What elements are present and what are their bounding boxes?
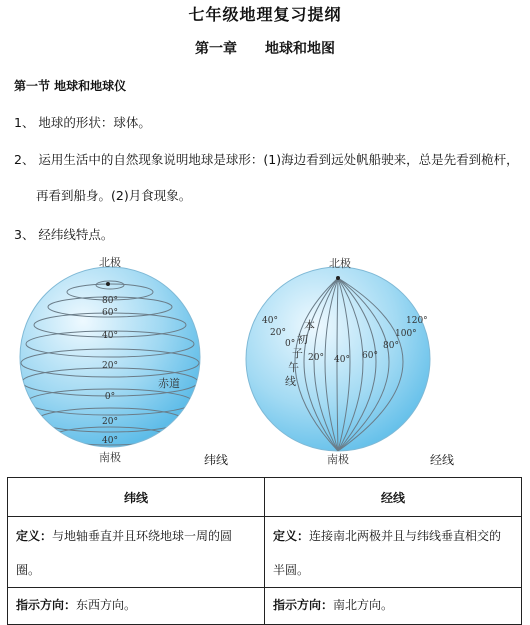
lon-label-0: 0° [285, 339, 296, 349]
item-earth-shape: 1、 地球的形状：球体。 [14, 115, 151, 130]
lon-label-w20: 20° [270, 328, 286, 338]
lon-label-e120: 120° [406, 316, 428, 326]
lon-label-w40: 40° [262, 316, 278, 326]
meridian-char-2: 初 [297, 333, 308, 346]
cell-text: 与地轴垂直并且环绕地球一周的圆圈。 [16, 529, 233, 577]
cell-text: 南北方向。 [333, 598, 394, 612]
chapter-heading [0, 38, 530, 58]
chapter-number: 第一章 [195, 41, 237, 57]
lat-label-s40: 40° [102, 436, 118, 446]
table-row [8, 588, 522, 625]
document-title: 七年级地理复习提纲 [188, 5, 342, 24]
header-longitude: 经线 [265, 478, 522, 517]
lat-label-80: 80° [102, 296, 118, 306]
lat-label-0: 0° [104, 392, 116, 402]
meridian-char-5: 线 [285, 375, 296, 388]
meridian-char-1: 本 [304, 319, 315, 332]
left-north-label: 北极 [99, 256, 121, 269]
longitude-globe [246, 256, 454, 467]
cell-label: 定义： [16, 529, 53, 543]
item-phenomena-line2: 再看到船身。(2)月食现象。 [36, 188, 192, 203]
chapter-title: 地球和地图 [265, 41, 335, 57]
north-pole-dot-right [336, 276, 340, 280]
longitude-definition [265, 517, 522, 588]
left-south-label: 南极 [99, 451, 121, 464]
latitude-globe [20, 255, 228, 467]
lat-label-20: 20° [102, 361, 118, 371]
item-phenomena-line1: 2、 运用生活中的自然现象说明地球是球形：(1)海边看到远处帆船驶来，总是先看到桅杆， [14, 152, 519, 167]
cell-label: 指示方向： [16, 598, 77, 612]
right-south-label: 南极 [327, 453, 349, 466]
cell-text: 连接南北两极并且与纬线垂直相交的半圆。 [273, 529, 502, 577]
cell-label: 定义： [273, 529, 310, 543]
right-north-label: 北极 [329, 257, 351, 270]
longitude-direction [265, 588, 522, 625]
cell-text: 东西方向。 [76, 598, 137, 612]
lat-label-40: 40° [102, 331, 118, 341]
lon-label-e20: 20° [308, 353, 324, 363]
lat-label-s20: 20° [102, 417, 118, 427]
item-grid-features: 3、 经纬线特点。 [14, 227, 114, 242]
section-heading: 第一节 地球和地球仪 [14, 79, 127, 93]
latitude-definition [8, 517, 265, 588]
lon-label-e60: 60° [362, 351, 378, 361]
meridian-char-4: 午 [288, 361, 299, 374]
latitude-direction [8, 588, 265, 625]
longitude-caption: 经线 [430, 453, 455, 467]
equator-label: 赤道 [158, 377, 180, 390]
north-pole-dot [106, 282, 110, 286]
table-row [8, 517, 522, 588]
lon-label-e100: 100° [395, 329, 417, 339]
lon-label-e40: 40° [334, 355, 350, 365]
lat-label-60: 60° [102, 308, 118, 318]
table-header-row [8, 478, 522, 517]
latitude-caption: 纬线 [204, 453, 229, 467]
globe-figure [0, 252, 530, 474]
header-latitude: 纬线 [8, 478, 265, 517]
meridian-char-3: 子 [292, 347, 303, 360]
lon-label-e80: 80° [383, 341, 399, 351]
cell-label: 指示方向： [273, 598, 334, 612]
comparison-table [7, 477, 522, 625]
